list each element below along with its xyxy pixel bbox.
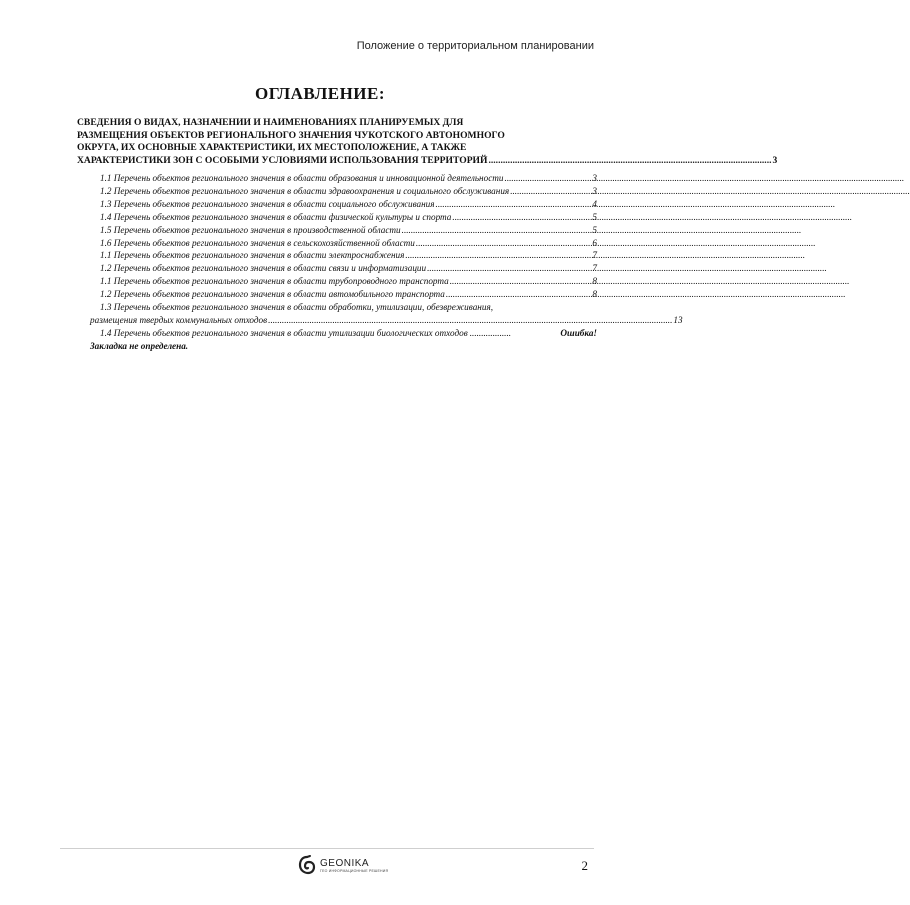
toc-entry-text: 1.4 Перечень объектов регионального значения в области утилизации биологических отходов — [100, 327, 468, 338]
bookmark-error-text: Закладка не определена. — [90, 340, 189, 351]
toc-entry-text: 1.2 Перечень объектов регионального значения в области связи и информатизации — [100, 263, 427, 274]
toc-entry[interactable] — [90, 327, 597, 353]
toc-page-ref: 7 — [592, 263, 597, 274]
leader-dots — [416, 237, 592, 250]
toc-entry-text: 1.2 Перечень объектов регионального значения в области здравоохранения и социального обслуживания — [100, 185, 510, 196]
toc-page-ref: 13 — [673, 314, 683, 325]
leader-dots — [510, 185, 591, 198]
section-heading-line: СВЕДЕНИЯ О ВИДАХ, НАЗНАЧЕНИИ И НАИМЕНОВАНИЯХ ПЛАНИРУЕМЫХ ДЛЯ — [77, 117, 464, 128]
toc-entry-text: 1.6 Перечень объектов регионального значения в сельскохозяйственной области — [100, 237, 415, 248]
toc-entry-text: 1.3 Перечень объектов регионального значения в области обработки, утилизации, обезвреживания, — [100, 302, 494, 313]
toc-entry[interactable] — [100, 211, 597, 224]
leader-dots — [436, 198, 592, 211]
leader-dots — [505, 172, 592, 185]
leader-dots — [450, 275, 592, 288]
toc-page-ref: 5 — [592, 224, 597, 235]
leader-dots — [427, 262, 591, 275]
leader-dots — [405, 249, 591, 262]
leader-dots — [488, 155, 771, 168]
toc-entry[interactable] — [100, 172, 597, 185]
toc-page-ref: 8 — [592, 289, 597, 300]
leader-dots — [446, 288, 592, 301]
toc-section-heading[interactable] — [77, 117, 778, 167]
toc-entries — [90, 172, 683, 353]
toc-entry[interactable] — [100, 224, 597, 237]
leader-dots — [402, 224, 592, 237]
toc-entry-text: 1.1 Перечень объектов регионального значения в области трубопроводного транспорта — [100, 276, 449, 287]
toc-page-ref: 7 — [592, 250, 597, 261]
toc-title: ОГЛАВЛЕНИЕ: — [254, 84, 386, 103]
toc-entry-text: 1.4 Перечень объектов регионального значения в области физической культуры и спорта — [100, 211, 452, 222]
toc-entry[interactable] — [100, 237, 597, 250]
toc-entry-text: 1.5 Перечень объектов регионального значения в производственной области — [100, 224, 401, 235]
section-heading-line: РАЗМЕЩЕНИЯ ОБЪЕКТОВ РЕГИОНАЛЬНОГО ЗНАЧЕНИЯ ЧУКОТСКОГО АВТОНОМНОГО — [77, 129, 505, 141]
leader-dots — [470, 327, 559, 340]
running-header: Положение о территориальном планировании — [356, 40, 594, 52]
leader-dots — [452, 211, 591, 224]
section-heading-line: ОКРУГА, ИХ ОСНОВНЫЕ ХАРАКТЕРИСТИКИ, ИХ МЕСТОПОЛОЖЕНИЕ, А ТАКЖЕ — [77, 142, 467, 154]
toc-entry[interactable] — [100, 198, 597, 211]
toc-entry-text: 1.2 Перечень объектов регионального значения в области автомобильного транспорта — [100, 289, 445, 300]
toc-entry[interactable] — [100, 262, 597, 275]
toc-entry-text: размещения твердых коммунальных отходов — [90, 314, 268, 325]
logo-name: GEONIKA — [320, 857, 370, 869]
footer-divider — [60, 848, 594, 849]
section-heading-line: ХАРАКТЕРИСТИКИ ЗОН С ОСОБЫМИ УСЛОВИЯМИ ИСПОЛЬЗОВАНИЯ ТЕРРИТОРИЙ — [77, 154, 488, 166]
toc-entry[interactable] — [100, 288, 597, 301]
toc-entry[interactable] — [100, 275, 597, 288]
toc-entry-text: 1.1 Перечень объектов регионального значения в области образования и инновационной деятельности — [100, 173, 504, 183]
toc-entry[interactable] — [90, 301, 683, 327]
toc-entry-text: 1.1 Перечень объектов регионального значения в области электроснабжения — [100, 250, 405, 261]
toc-page-ref: 5 — [592, 211, 597, 222]
bookmark-error-text: Ошибка! — [560, 327, 597, 338]
toc-page-ref: 3 — [772, 154, 778, 166]
company-logo — [298, 855, 388, 875]
leader-dots — [268, 314, 672, 327]
toc-page-ref: 3 — [592, 185, 597, 196]
toc-entry[interactable] — [100, 185, 597, 198]
toc-entry-text: 1.3 Перечень объектов регионального значения в области социального обслуживания — [100, 198, 435, 209]
logo-tagline: ГЕО ИНФОРМАЦИОННЫЕ РЕШЕНИЯ — [320, 868, 389, 873]
toc-page-ref: 4 — [592, 198, 597, 209]
page-number: 2 — [581, 858, 588, 873]
toc-page-ref: 3 — [592, 173, 597, 183]
toc-page-ref: 6 — [592, 237, 597, 248]
toc-entry[interactable] — [100, 249, 597, 262]
toc-page-ref: 8 — [592, 276, 597, 287]
geonika-swirl-icon — [298, 855, 316, 875]
